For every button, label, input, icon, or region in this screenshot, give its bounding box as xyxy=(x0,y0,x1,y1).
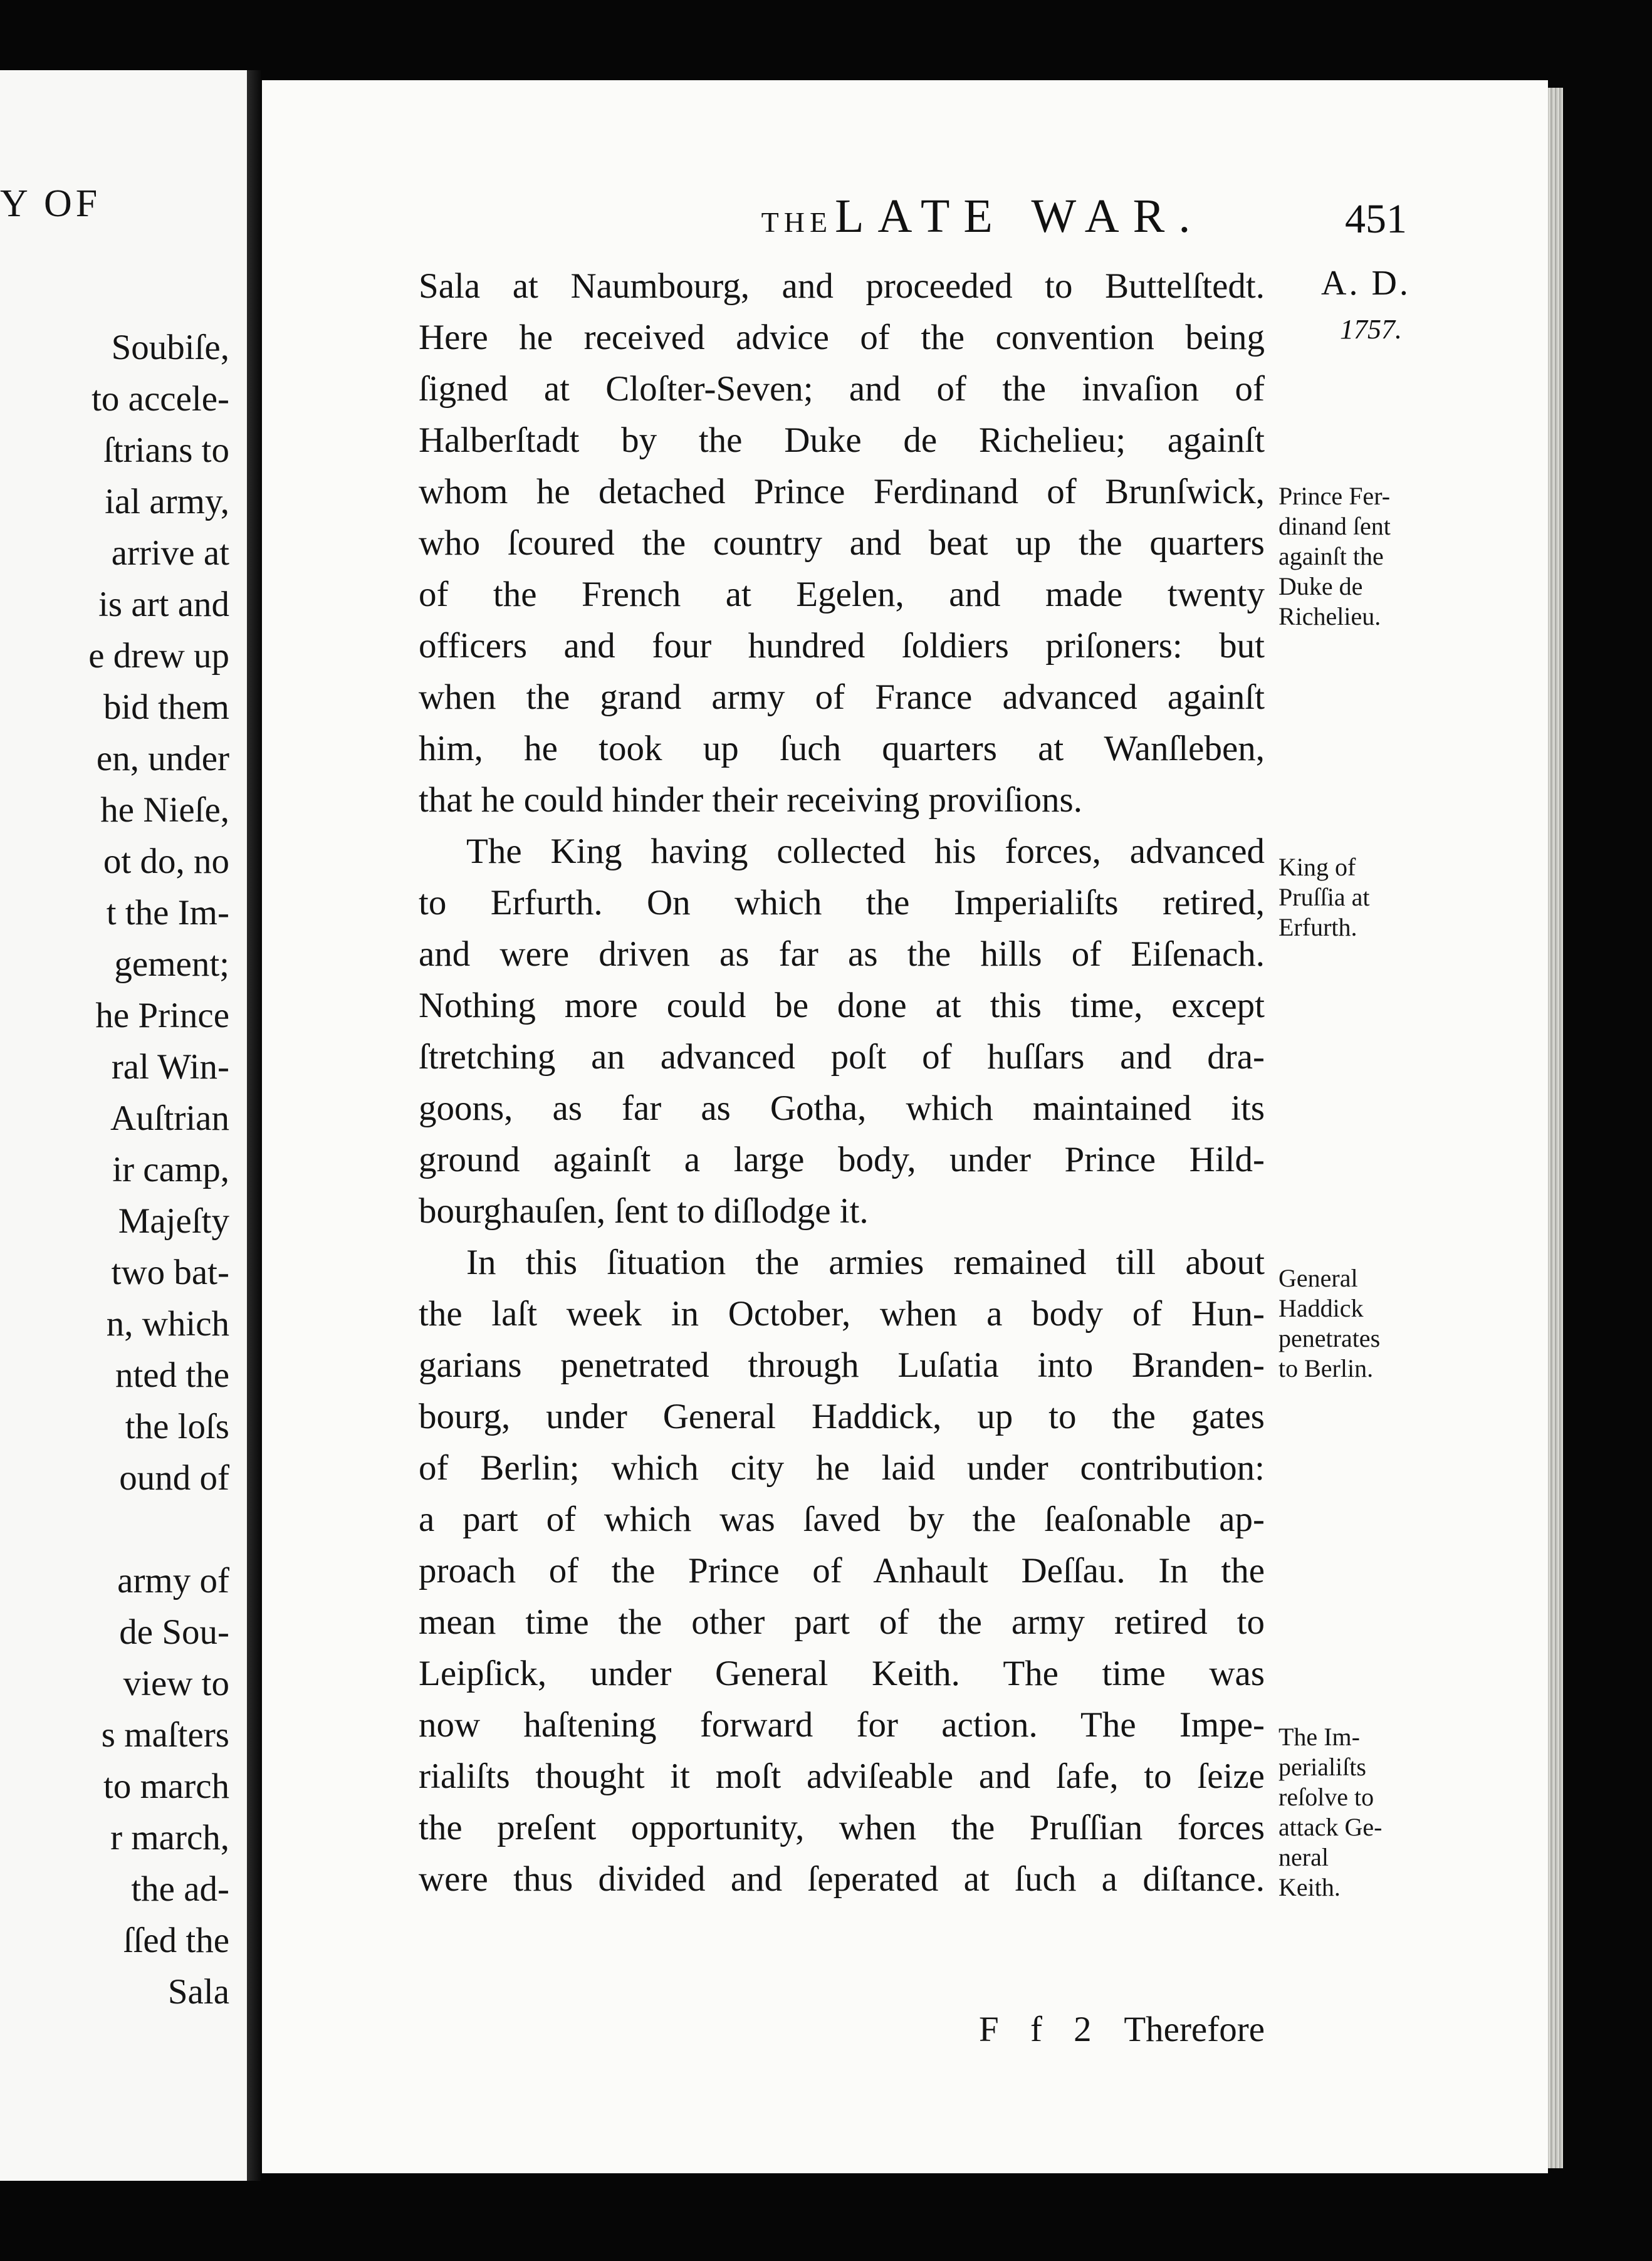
year: 1757. xyxy=(1340,314,1402,345)
left-line: Auſtrian xyxy=(110,1099,229,1138)
body-line: officers and four hundred ſoldiers priſoners: but xyxy=(419,626,1265,666)
margin-note-line: Erfurth. xyxy=(1278,913,1357,941)
body-line: a part of which was ſaved by the ſeaſonable ap- xyxy=(419,1500,1265,1539)
left-line: the ad- xyxy=(131,1869,229,1909)
body-line: and were driven as far as the hills of Eiſenach. xyxy=(419,934,1265,974)
left-line: ial army, xyxy=(105,482,229,521)
left-line: gement; xyxy=(114,944,229,984)
margin-note-line: perialiſts xyxy=(1278,1753,1366,1781)
margin-note-line: Keith. xyxy=(1278,1873,1341,1901)
margin-note-line: Pruſſia at xyxy=(1278,883,1370,911)
left-line: ſtrians to xyxy=(103,431,229,470)
left-line: ound of xyxy=(119,1458,229,1498)
left-line: de Sou- xyxy=(119,1612,229,1652)
body-line: Here he received advice of the convention being xyxy=(419,318,1265,357)
margin-note-line: againſt the xyxy=(1278,542,1384,570)
body-line: the laſt week in October, when a body of Hun- xyxy=(419,1294,1265,1334)
body-line: when the grand army of France advanced againſt xyxy=(419,677,1265,717)
margin-note xyxy=(1278,852,1429,943)
left-line: en, under xyxy=(96,739,229,778)
body-line: him, he took up ſuch quarters at Wanſleben, xyxy=(419,729,1265,768)
body-line: mean time the other part of the army retired to xyxy=(419,1602,1265,1642)
left-line: he Prince xyxy=(95,996,229,1035)
left-line: n, which xyxy=(106,1304,229,1344)
body-line: who ſcoured the country and beat up the quarters xyxy=(419,523,1265,563)
body-line: whom he detached Prince Ferdinand of Brunſwick, xyxy=(419,472,1265,511)
catchword: Therefore xyxy=(1124,2010,1265,2049)
signature-mark: F f 2 xyxy=(979,2010,1103,2049)
body-line: proach of the Prince of Anhault Deſſau. In the xyxy=(419,1551,1265,1590)
left-line: ot do, no xyxy=(103,842,229,881)
left-running-head: Y OF xyxy=(0,182,102,225)
body-line: were thus divided and ſeperated at ſuch a diſtance. xyxy=(419,1859,1265,1899)
margin-note-line: to Berlin. xyxy=(1278,1354,1374,1382)
left-line: nted the xyxy=(115,1355,229,1395)
body-line: Nothing more could be done at this time, except xyxy=(419,986,1265,1025)
body-line: The King having collected his forces, advanced xyxy=(466,832,1265,871)
body-line: of the French at Egelen, and made twenty xyxy=(419,575,1265,614)
left-line: Sala xyxy=(167,1972,229,2012)
margin-note-line: penetrates xyxy=(1278,1324,1381,1352)
left-line: bid them xyxy=(103,687,229,727)
right-page xyxy=(262,80,1548,2173)
left-line: ir camp, xyxy=(112,1150,229,1189)
left-line: army of xyxy=(117,1561,229,1600)
left-line: t the Im- xyxy=(106,893,229,932)
left-line: to march xyxy=(103,1767,229,1806)
body-line: goons, as far as Gotha, which maintained its xyxy=(419,1089,1265,1128)
left-line: arrive at xyxy=(111,533,229,573)
left-line: ſſed the xyxy=(123,1921,229,1960)
body-line: garians penetrated through Luſatia into Branden- xyxy=(419,1345,1265,1385)
body-line: to Erfurth. On which the Imperialiſts retired, xyxy=(419,883,1265,922)
margin-note-line: reſolve to xyxy=(1278,1783,1374,1811)
body-line: ſtretching an advanced poſt of huſſars and dra- xyxy=(419,1037,1265,1077)
body-line: ground againſt a large body, under Prince Hild- xyxy=(419,1140,1265,1179)
margin-note-line: Richelieu. xyxy=(1278,602,1381,630)
left-line: is art and xyxy=(98,585,229,624)
margin-note-line: King of xyxy=(1278,853,1356,881)
body-line: In this ſituation the armies remained till about xyxy=(466,1243,1265,1282)
left-line: two bat- xyxy=(111,1253,229,1292)
running-head-title: LATE WAR. xyxy=(835,190,1205,243)
body-line: ſigned at Cloſter-Seven; and of the invaſion of xyxy=(419,369,1265,409)
body-line: Sala at Naumbourg, and proceeded to Buttelſtedt. xyxy=(419,266,1265,306)
left-line: he Nieſe, xyxy=(100,790,229,830)
body-line: Halberſtadt by the Duke de Richelieu; againſt xyxy=(419,420,1265,460)
margin-note-line: Duke de xyxy=(1278,572,1363,600)
body-line: that he could hinder their receiving proviſions. xyxy=(419,780,1082,820)
body-line: of Berlin; which city he laid under contribution: xyxy=(419,1448,1265,1488)
margin-note-line: attack Ge- xyxy=(1278,1813,1383,1841)
left-line: to accele- xyxy=(91,379,229,419)
left-facing-page xyxy=(0,70,247,2181)
page-number: 451 xyxy=(1345,196,1407,242)
margin-note xyxy=(1278,481,1429,632)
left-line: ral Win- xyxy=(111,1047,229,1087)
body-line: Leipſick, under General Keith. The time was xyxy=(419,1654,1265,1693)
body-line: now haſtening forward for action. The Impe- xyxy=(419,1705,1265,1745)
page-edges xyxy=(1548,88,1563,2168)
book-gutter xyxy=(247,70,261,2181)
margin-note xyxy=(1278,1263,1429,1384)
year-label: A. D. xyxy=(1321,264,1411,303)
margin-note xyxy=(1278,1722,1429,1903)
left-line: e drew up xyxy=(88,636,229,676)
margin-note-line: neral xyxy=(1278,1843,1329,1871)
catchline xyxy=(419,2009,1265,2053)
margin-note-line: Prince Fer- xyxy=(1278,482,1391,510)
left-line: the loſs xyxy=(125,1407,229,1446)
margin-note-line: General xyxy=(1278,1264,1358,1292)
left-line: Soubiſe, xyxy=(111,328,229,367)
margin-note-line: The Im- xyxy=(1278,1723,1360,1751)
left-line: s maſters xyxy=(101,1715,229,1755)
body-line: bourghauſen, ſent to diſlodge it. xyxy=(419,1191,869,1231)
body-line: the preſent opportunity, when the Pruſſian forces xyxy=(419,1808,1265,1847)
margin-note-line: Haddick xyxy=(1278,1294,1364,1322)
running-head xyxy=(588,189,1378,244)
body-line: bourg, under General Haddick, up to the gates xyxy=(419,1397,1265,1436)
left-line: r march, xyxy=(110,1818,229,1857)
margin-note-line: dinand ſent xyxy=(1278,512,1391,540)
left-line: Majeſty xyxy=(118,1201,229,1241)
left-line: view to xyxy=(123,1664,229,1703)
body-line: rialiſts thought it moſt adviſeable and ſafe, to ſeize xyxy=(419,1757,1265,1796)
running-head-article: THE xyxy=(761,206,833,238)
